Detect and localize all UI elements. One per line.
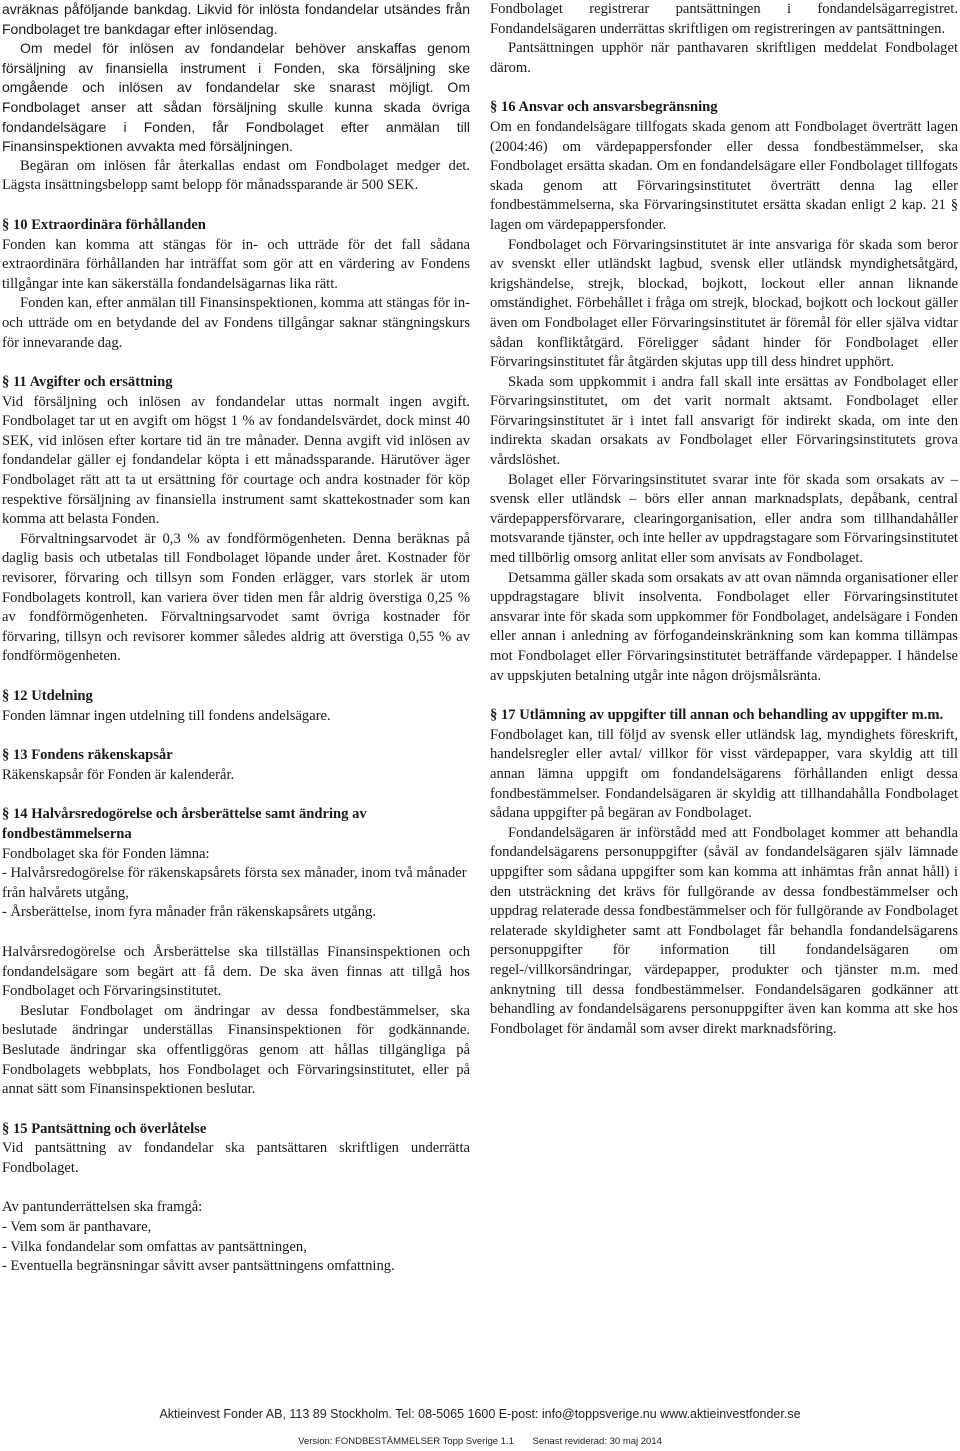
paragraph-16b: Fondbolaget och Förvaringsinstitutet är inte ansvariga för skada som beror av svenskt eller utländskt lagbud, svensk eller utländsk myndighetsåtgärd, krigshändelse, strejk, blockad, bojkott, lockout eller annan liknande omständighet. Förbehållet i fråga om strejk, blockad, bojkott och lockout gäller även om Fondbolaget eller Förvaringsinstitutet är föremål för eller själva vidtar sådan konfliktåtgärd. Föreligger sådant hinder för Fondbolaget eller Förvaringsinstitutet får åtgärden skjutas upp till dess hindret upphört.: [490, 236, 958, 371]
paragraph-16e: Detsamma gäller skada som orsakats av att ovan nämnda organisationer eller uppdragstagare blivit insolventa. Fondbolaget eller Förvaringsinstitutet ansvarar inte för skada som uppkommer för Fondbolaget, andelsägare i Fonden eller annan i anledning av förfogandeinskränkning som kan komma tillämpas mot Fondbolaget eller Förvaringsinstitutet beträffande värdepapper. I händelse av uppskjuten betalning utgår inte någon dröjsmålsränta.: [490, 569, 958, 684]
spacer: [2, 726, 470, 746]
heading-section-13: § 13 Fondens räkenskapsår: [2, 747, 173, 764]
footer-address: Aktieinvest Fonder AB, 113 89 Stockholm. Tel: 08-5065 1600 E-post: info@toppsverige.nu www.aktieinvestfonder.se: [159, 1407, 801, 1421]
spacer: [2, 1178, 470, 1198]
paragraph-13: Räkenskapsår för Fonden är kalenderår.: [2, 766, 235, 783]
version-label: Version: FONDBESTÄMMELSER Topp Sverige 1.1: [298, 1436, 514, 1447]
heading-section-16: § 16 Ansvar och ansvarsbegränsning: [490, 99, 718, 116]
list-item-halvarsredogorelse: - Halvårsredogörelse för räkenskapsårets första sex månader, inom två månader från halvårets utgång,: [2, 865, 467, 901]
paragraph-15a: Vid pantsättning av fondandelar ska pantsättaren skriftligen underrätta Fondbolaget.: [2, 1140, 470, 1176]
heading-section-14: § 14 Halvårsredogörelse och årsberättelse samt ändring av fondbestämmelserna: [2, 806, 367, 842]
paragraph-12: Fonden lämnar ingen utdelning till fondens andelsägare.: [2, 707, 331, 724]
heading-section-15: § 15 Pantsättning och överlåtelse: [2, 1120, 207, 1137]
revised-date: Senast reviderad: 30 maj 2014: [532, 1436, 662, 1447]
list-item-fondandelar: - Vilka fondandelar som omfattas av pantsättningen,: [2, 1238, 307, 1255]
list-item-begransningar: - Eventuella begränsningar såvitt avser pantsättningens omfattning.: [2, 1258, 395, 1275]
heading-section-10: § 10 Extraordinära förhållanden: [2, 216, 206, 233]
paragraph-14d: Halvårsredogörelse och Årsberättelse ska tillställas Finansinspektionen och fondandelsägare som begärt att få dem. De ska även finnas att tillgå hos Fondbolaget och Förvaringsinstitutet.: [2, 943, 470, 1000]
paragraph-17b: Fondandelsägaren är införstådd med att Fondbolaget kommer att behandla fondandelsägarens personuppgifter (såväl av fondandelsägaren själv lämnade uppgifter som sådana uppgifter som kan komma att inhämtas från annat håll) i den utsträckning det krävs för fullgörande av dessa fondbestämmelser och uppdrag relaterade dessa fondbestämmelser och för fullgörande av Fondbolaget relaterade skyldigheter samt att Fondbolaget får behandla fondandelsägarens personuppgifter för information till fondandelsägaren om regel-/villkorsändringar, värdepapper, produkter och tjänster m.m. med anknytning till dessa fondbestämmelser. Fondandelsägaren godkänner att behandling av fondandelsägarens personuppgifter även kan komma att ske hos Fondbolaget för ändamål som avser direkt marknadsföring.: [490, 824, 958, 1037]
paragraph-17a: Fondbolaget kan, till följd av svensk eller utländsk lag, myndighets föreskrift, handelsregler eller avtal/ villkor för visst värdepapper, vara skyldig att till annan lämna uppgift om fondandelsägarens förhållanden enligt dessa fondbestämmelser. Fondandelsägaren är skyldig att tillhandahålla Fondbolaget sådana uppgifter på begäran av Fondbolaget.: [490, 726, 958, 822]
spacer: [2, 785, 470, 805]
spacer: [2, 923, 470, 943]
footer-version-line: [0, 1436, 960, 1447]
list-item-panthavare: - Vem som är panthavare,: [2, 1219, 152, 1236]
paragraph-11b: Förvaltningsarvodet är 0,3 % av fondförmögenheten. Denna beräknas på daglig basis och utbetalas till Fondbolaget löpande under året. Kostnader för revisorer, förvaring och tillsyn som Fonden erlägger, vars storlek är utom Fondbolagets kontroll, kan variera över tiden men får aldrig överstiga 0,25 % av fondförmögenheten. Förvaltningsarvodet samt övriga kostnader för förvaring, tillsyn och revisorer kommer således aldrig att överstiga 0,55 % av fondförmögenheten.: [2, 530, 470, 665]
spacer: [490, 686, 958, 706]
paragraph-10b: Fonden kan, efter anmälan till Finansinspektionen, komma att stängas för in- och utträde om en betydande del av Fondens tillgångar saknar stängningskurs för innevarande dag.: [2, 295, 470, 351]
paragraph-likvid: avräknas påföljande bankdag. Likvid för inlösta fondandelar utsändes från Fondbolaget tre bankdagar efter inlösendag.: [2, 1, 470, 37]
paragraph-16c: Skada som uppkommit i andra fall skall inte ersättas av Fondbolaget eller Förvaringsinstitutet, om det varit normalt aktsamt. Fondbolaget eller Förvaringsinstitutet är i intet fall ansvarigt för indirekt skada, om inte den indirekta skadan orsakats av Fondbolaget eller Förvaringsinstitutets grova vårdslöshet.: [490, 373, 958, 469]
paragraph-upphor: Pantsättningen upphör när panthavaren skriftligen meddelat Fondbolaget därom.: [490, 40, 958, 76]
heading-section-17: § 17 Utlämning av uppgifter till annan och behandling av uppgifter m.m.: [490, 707, 944, 724]
paragraph-14e: Beslutar Fondbolaget om ändringar av dessa fondbestämmelser, ska beslutade ändringar underställas Finansinspektionen för godkännande. Beslutade ändringar ska offentliggöras genom att hållas tillgängliga på Fondbolagets webbplats, hos Fondbolaget och Förvaringsinstitutet, eller på annat sätt som Finansinspektionen beslutar.: [2, 1002, 470, 1098]
left-column: [2, 0, 470, 1277]
paragraph-16d: Bolaget eller Förvaringsinstitutet svarar inte för skada som orsakats av – svensk eller utländsk – börs eller annan marknadsplats, depåbank, central värdepappersförvarare, clearingorganisation, eller andra som tillhandahåller motsvarande tjänster, och inte heller av uppdragstagare som Förvaringsinstitutet med tillbörlig omsorg anlitat eller som anvisats av Fondbolaget.: [490, 471, 958, 567]
spacer: [2, 353, 470, 373]
spacer: [490, 78, 958, 98]
list-item-arsberattelse: - Årsberättelse, inom fyra månader från räkenskapsårets utgång.: [2, 904, 377, 921]
right-column: [490, 0, 958, 1039]
paragraph-16a: Om en fondandelsägare tillfogats skada genom att Fondbolaget överträtt lagen (2004:46) om värdepappersfonder eller dessa fondbestämmelser, ska Fondbolaget ersätta skadan. Om en fondandelsägare eller Fondbolaget tillfogats skada genom att Förvaringsinstitutet överträtt denna lag eller fondbestämmelserna, ska Förvaringsinstitutet ersätta skadan enligt 2 kap. 21 § lagen om värdepappersfonder.: [490, 118, 958, 233]
paragraph-11a: Vid försäljning och inlösen av fondandelar uttas normalt ingen avgift. Fondbolaget tar ut en avgift om högst 1 % av fondandelsvärdet, dock minst 40 SEK, vid inlösen efter kortare tid än tre månader. Denna avgift vid inlösen av fondandelar gäller ej fondandelar köpta i ett månadssparande. Härutöver äger Fondbolaget rätt att ta ut ersättning för courtage och andra kostnader för köp respektive försäljning av finansiella instrument samt skattekostnader som kan komma att belasta Fonden.: [2, 393, 470, 528]
spacer: [2, 667, 470, 687]
paragraph-registrerar: Fondbolaget registrerar pantsättningen i fondandelsägarregistret. Fondandelsägaren underrättas skriftligen om registreringen av pantsättningen.: [490, 1, 958, 37]
paragraph-10a: Fonden kan komma att stängas för in- och utträde för det fall sådana extraordinära förhållanden har inträffat som gör att en värdering av Fondens tillgångar inte kan säkerställa fondandelsägarnas lika rätt.: [2, 236, 470, 292]
spacer: [2, 1100, 470, 1120]
paragraph-aterkallas: Begäran om inlösen får återkallas endast om Fondbolaget medger det. Lägsta insättningsbelopp samt belopp för månadssparande är 500 SEK.: [2, 157, 470, 194]
paragraph-14a: Fondbolaget ska för Fonden lämna:: [2, 845, 210, 862]
paragraph-forsaljning: Om medel för inlösen av fondandelar behöver anskaffas genom försäljning av finansiella instrument i Fonden, ska försäljning ske omgående och inlösen av fondandelar ske snarast möjligt. Om Fondbolaget anser att sådan försäljning skulle kunna skada övriga fondandelsägare i Fonden, får Fondbolaget efter anmälan till Finansinspektionen avvakta med försäljningen.: [2, 40, 470, 155]
paragraph-15b: Av pantunderrättelsen ska framgå:: [2, 1199, 203, 1216]
heading-section-12: § 12 Utdelning: [2, 688, 93, 704]
spacer: [2, 196, 470, 216]
heading-section-11: § 11 Avgifter och ersättning: [2, 374, 173, 391]
